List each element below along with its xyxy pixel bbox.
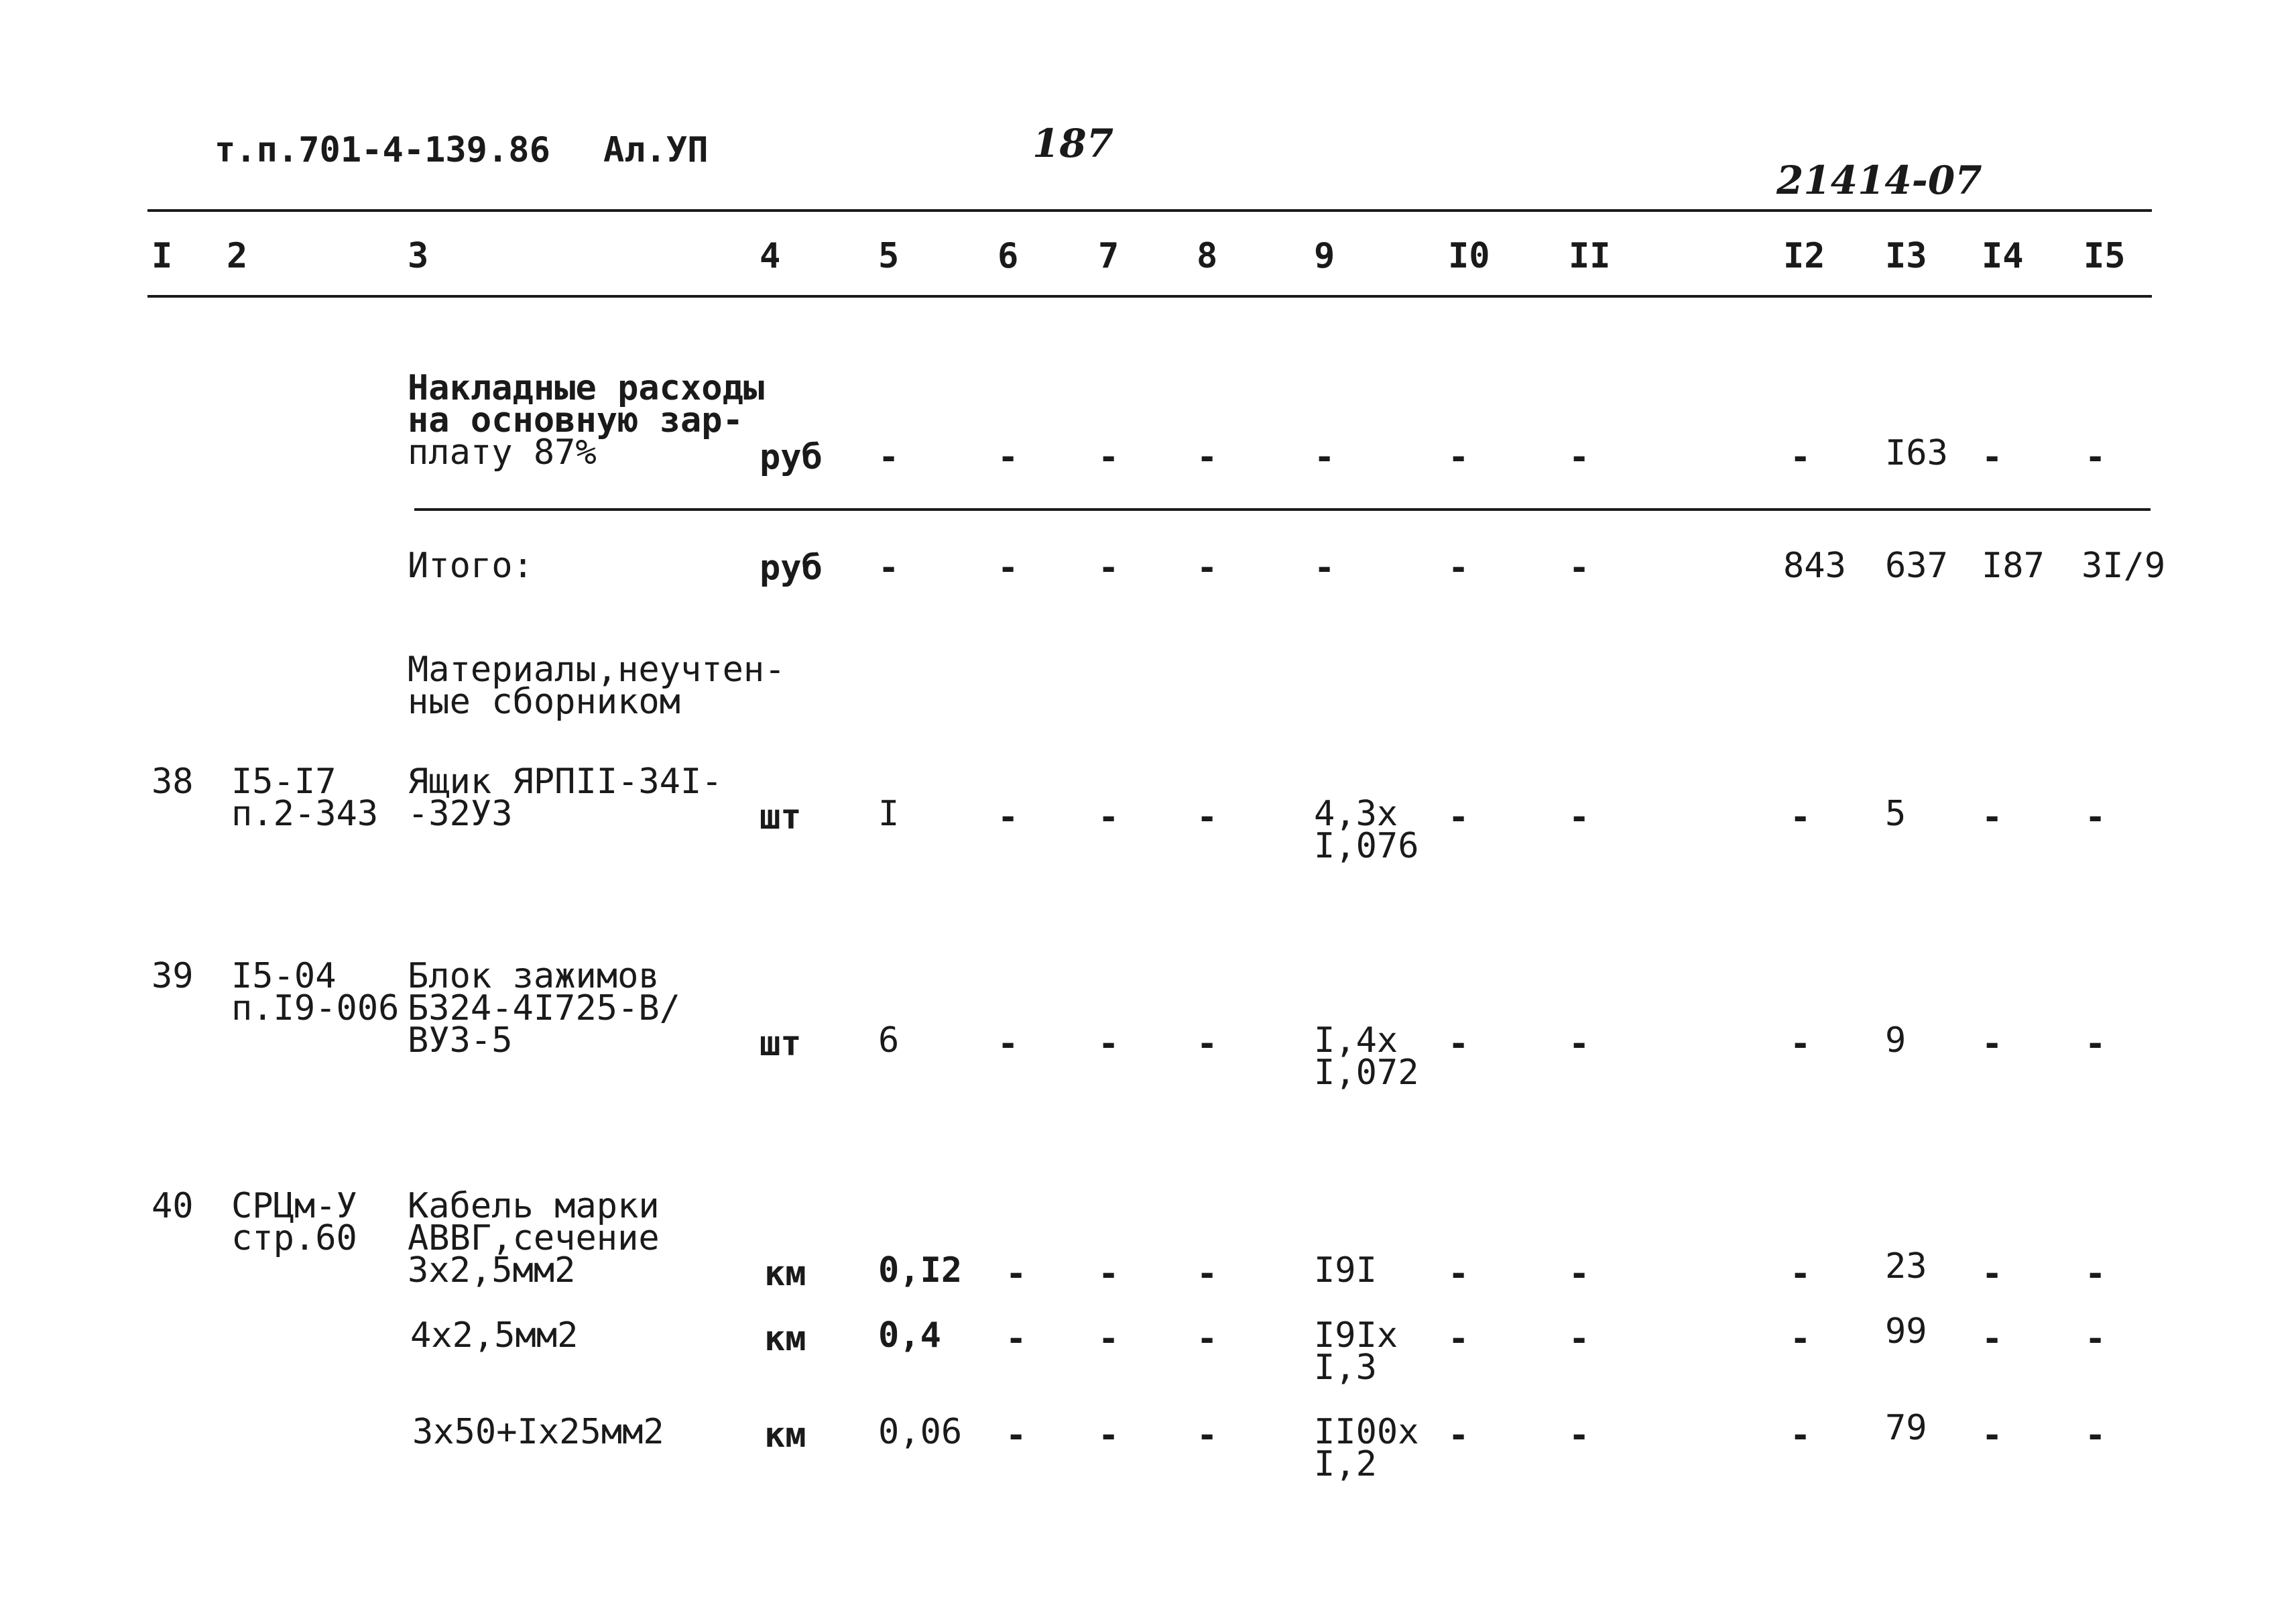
cell: 3I/9 xyxy=(2081,546,2166,586)
cell: 23 xyxy=(1885,1246,1927,1287)
cell: - xyxy=(2085,1254,2106,1294)
cell: - xyxy=(1098,437,1120,477)
cell: I,4х xyxy=(1314,1020,1398,1061)
cell: - xyxy=(1448,797,1469,837)
cell: - xyxy=(878,437,900,477)
cell: - xyxy=(1197,1319,1218,1359)
row-code: СРЦм-У xyxy=(231,1186,357,1226)
col-num: 5 xyxy=(878,236,900,276)
cell: - xyxy=(998,437,1019,477)
row-code: п.2-343 xyxy=(231,794,379,834)
cell: I,2 xyxy=(1314,1444,1377,1484)
cell: - xyxy=(2085,1024,2106,1064)
col-num: I5 xyxy=(2083,236,2126,276)
cell: - xyxy=(1790,1254,1811,1294)
col-num: 7 xyxy=(1098,236,1120,276)
row-number: 39 xyxy=(152,956,194,996)
cell: 9 xyxy=(1885,1020,1907,1061)
cell: - xyxy=(2085,437,2106,477)
col-num: I2 xyxy=(1783,236,1825,276)
cell: - xyxy=(1569,1415,1590,1455)
cell: - xyxy=(1790,1024,1811,1064)
col-num: 9 xyxy=(1314,236,1335,276)
col-num: I3 xyxy=(1885,236,1927,276)
cell: - xyxy=(1098,797,1120,837)
unit-cell: км xyxy=(764,1254,806,1294)
row-name-line: БЗ24-4I725-В/ xyxy=(408,988,680,1028)
cell: - xyxy=(1790,437,1811,477)
row-name-line: 4х2,5мм2 xyxy=(410,1315,579,1356)
col-num: 4 xyxy=(760,236,781,276)
row-name-line: Накладные расходы xyxy=(408,368,765,408)
unit-cell: км xyxy=(764,1319,806,1359)
row-name-line: Блок зажимов xyxy=(408,956,660,996)
cell: - xyxy=(1006,1254,1027,1294)
cell: - xyxy=(1006,1415,1027,1455)
cell: I,076 xyxy=(1314,826,1419,866)
cell: - xyxy=(1197,1254,1218,1294)
header-rule-bottom xyxy=(147,295,2152,298)
row-number: 38 xyxy=(152,762,194,802)
col-num: I4 xyxy=(1982,236,2024,276)
cell: I63 xyxy=(1885,433,1948,473)
cell: - xyxy=(1006,1319,1027,1359)
col-num: II xyxy=(1569,236,1611,276)
cell: - xyxy=(1098,1254,1120,1294)
cell: 6 xyxy=(878,1020,900,1061)
cell: - xyxy=(1098,1319,1120,1359)
row-name-line: Кабель марки xyxy=(408,1186,660,1226)
cell: - xyxy=(1098,548,1120,588)
cell: - xyxy=(1448,1319,1469,1359)
unit-cell: руб xyxy=(760,437,823,477)
cell: 843 xyxy=(1783,546,1846,586)
unit-cell: руб xyxy=(760,548,823,588)
cell: - xyxy=(1790,1415,1811,1455)
row-code: стр.60 xyxy=(231,1218,357,1258)
unit-cell: км xyxy=(764,1415,806,1455)
cell: - xyxy=(1448,1024,1469,1064)
col-num: 3 xyxy=(408,236,429,276)
heading-line: ные сборником xyxy=(408,682,680,722)
cell: - xyxy=(1448,548,1469,588)
cell: 637 xyxy=(1885,546,1948,586)
heading-line: Материалы,неучтен- xyxy=(408,650,786,690)
row-code: п.I9-006 xyxy=(231,988,400,1028)
cell: - xyxy=(2085,1415,2106,1455)
cell: 0,4 xyxy=(878,1315,941,1356)
cell: I xyxy=(878,794,900,834)
col-num: 6 xyxy=(998,236,1019,276)
doc-code: т.п.701-4-139.86 xyxy=(215,130,550,170)
cell: - xyxy=(1569,797,1590,837)
subtotal-rule xyxy=(414,508,2151,511)
cell: 0,06 xyxy=(878,1412,963,1452)
row-number: 40 xyxy=(152,1186,194,1226)
row-code: I5-I7 xyxy=(231,762,337,802)
cell: - xyxy=(1790,797,1811,837)
col-num: 2 xyxy=(227,236,248,276)
row-name-line: Ящик ЯРПII-34I- xyxy=(408,762,723,802)
cell: - xyxy=(2085,1319,2106,1359)
cell: - xyxy=(1790,1319,1811,1359)
cell: - xyxy=(2085,797,2106,837)
col-num: 8 xyxy=(1197,236,1218,276)
cell: - xyxy=(1448,1415,1469,1455)
cell: - xyxy=(998,1024,1019,1064)
cell: II00х xyxy=(1314,1412,1419,1452)
inventory-number: 21414-07 xyxy=(1776,158,1982,203)
cell: - xyxy=(1569,1024,1590,1064)
cell: - xyxy=(1098,1415,1120,1455)
cell: - xyxy=(1982,1319,2003,1359)
cell: - xyxy=(1314,548,1335,588)
unit-cell: шт xyxy=(760,1024,802,1064)
album-label: Ал.УП xyxy=(603,130,709,170)
cell: - xyxy=(1197,548,1218,588)
cell: - xyxy=(1197,797,1218,837)
cell: - xyxy=(1098,1024,1120,1064)
cell: - xyxy=(1448,437,1469,477)
cell: - xyxy=(1982,437,2003,477)
cell: - xyxy=(1982,1415,2003,1455)
cell: - xyxy=(1314,437,1335,477)
col-num: I0 xyxy=(1448,236,1490,276)
cell: - xyxy=(1982,1024,2003,1064)
col-num: I xyxy=(152,236,173,276)
row-code: I5-04 xyxy=(231,956,337,996)
row-name-line: 3х2,5мм2 xyxy=(408,1250,576,1291)
cell: 99 xyxy=(1885,1311,1927,1352)
row-name-line: на основную зар- xyxy=(408,400,743,440)
cell: - xyxy=(1569,437,1590,477)
cell: I9Iх xyxy=(1314,1315,1398,1356)
row-name-line: плату 87% xyxy=(408,432,597,473)
cell: - xyxy=(998,797,1019,837)
row-name-line: АВВГ,сечение xyxy=(408,1218,660,1258)
cell: I,072 xyxy=(1314,1053,1419,1093)
total-label: Итого: xyxy=(408,546,534,586)
row-name-line: -32У3 xyxy=(408,794,513,834)
cell: - xyxy=(1569,1254,1590,1294)
row-name-line: 3х50+Iх25мм2 xyxy=(412,1412,664,1452)
cell: - xyxy=(1569,548,1590,588)
cell: 5 xyxy=(1885,794,1907,834)
row-name-line: ВУЗ-5 xyxy=(408,1020,513,1061)
cell: I,3 xyxy=(1314,1348,1377,1388)
cell: - xyxy=(1982,797,2003,837)
cell: 4,3х xyxy=(1314,794,1398,834)
cell: I87 xyxy=(1982,546,2045,586)
cell: - xyxy=(878,548,900,588)
cell: 79 xyxy=(1885,1408,1927,1448)
cell: - xyxy=(1197,1024,1218,1064)
cell: - xyxy=(1197,1415,1218,1455)
cell: - xyxy=(1569,1319,1590,1359)
cell: I9I xyxy=(1314,1250,1377,1291)
cell: - xyxy=(1448,1254,1469,1294)
cell: 0,I2 xyxy=(878,1250,963,1291)
cell: - xyxy=(998,548,1019,588)
cell: - xyxy=(1982,1254,2003,1294)
unit-cell: шт xyxy=(760,797,802,837)
page-number: 187 xyxy=(1032,121,1114,166)
header-rule-top xyxy=(147,209,2152,212)
cell: - xyxy=(1197,437,1218,477)
